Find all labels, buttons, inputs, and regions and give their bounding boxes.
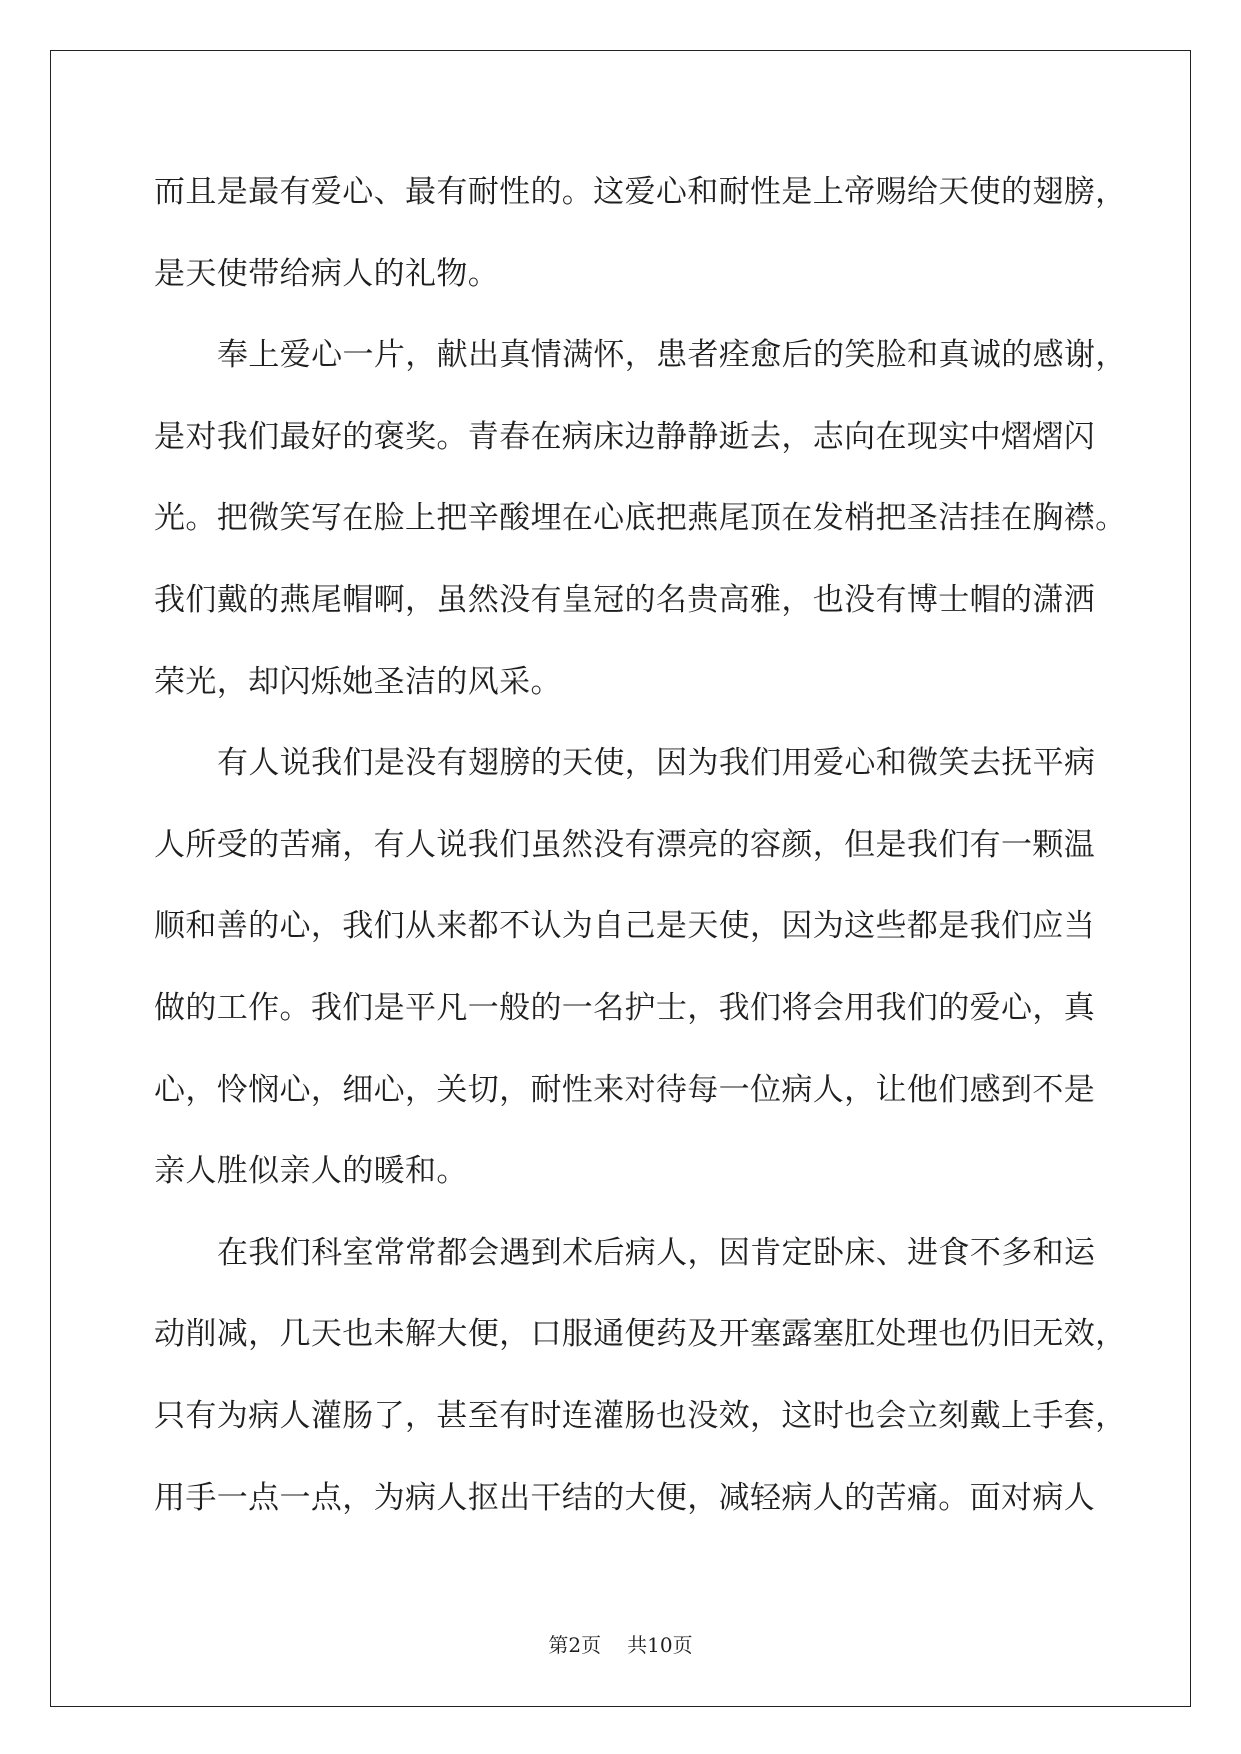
paragraph bbox=[154, 315, 1154, 723]
text-line: 亲人胜似亲人的暖和。 bbox=[154, 1153, 468, 1190]
text-line: 有人说我们是没有翅膀的天使，因为我们用爱心和微笑去抚平病 bbox=[217, 745, 1096, 782]
paragraph bbox=[154, 152, 1154, 315]
text-line: 光。把微笑写在脸上把辛酸埋在心底把燕尾顶在发梢把圣洁挂在胸襟。 bbox=[154, 500, 1127, 537]
paragraph bbox=[154, 723, 1154, 1213]
text-line: 而且是最有爱心、最有耐性的。这爱心和耐性是上帝赐给天使的翅膀， bbox=[154, 174, 1127, 210]
text-line: 奉上爱心一片，献出真情满怀，患者痊愈后的笑脸和真诚的感谢， bbox=[217, 337, 1127, 374]
text-line: 人所受的苦痛，有人说我们虽然没有漂亮的容颜，但是我们有一颗温 bbox=[154, 826, 1096, 863]
text-line: 心，怜悯心，细心，关切，耐性来对待每一位病人，让他们感到不是 bbox=[154, 1071, 1096, 1108]
text-line: 是天使带给病人的礼物。 bbox=[154, 255, 500, 292]
page-total: 共10页 bbox=[627, 1633, 693, 1657]
paragraph bbox=[154, 1213, 1154, 1539]
text-line: 动削减，几天也未解大便，口服通便药及开塞露塞肛处理也仍旧无效， bbox=[154, 1316, 1127, 1353]
page-number: 第2页 bbox=[548, 1633, 602, 1657]
text-line: 荣光，却闪烁她圣洁的风采。 bbox=[154, 663, 562, 700]
text-line: 在我们科室常常都会遇到术后病人，因肯定卧床、进食不多和运 bbox=[217, 1234, 1096, 1271]
text-line: 只有为病人灌肠了，甚至有时连灌肠也没效，这时也会立刻戴上手套， bbox=[154, 1397, 1127, 1434]
page-footer bbox=[0, 1632, 1241, 1658]
text-line: 我们戴的燕尾帽啊，虽然没有皇冠的名贵高雅，也没有博士帽的潇洒 bbox=[154, 581, 1096, 618]
text-line: 用手一点一点，为病人抠出干结的大便，减轻病人的苦痛。面对病人 bbox=[154, 1479, 1096, 1516]
document-body bbox=[154, 152, 1154, 1539]
text-line: 是对我们最好的褒奖。青春在病床边静静逝去，志向在现实中熠熠闪 bbox=[154, 418, 1096, 455]
text-line: 顺和善的心，我们从来都不认为自己是天使，因为这些都是我们应当 bbox=[154, 908, 1096, 945]
text-line: 做的工作。我们是平凡一般的一名护士，我们将会用我们的爱心，真 bbox=[154, 989, 1096, 1026]
